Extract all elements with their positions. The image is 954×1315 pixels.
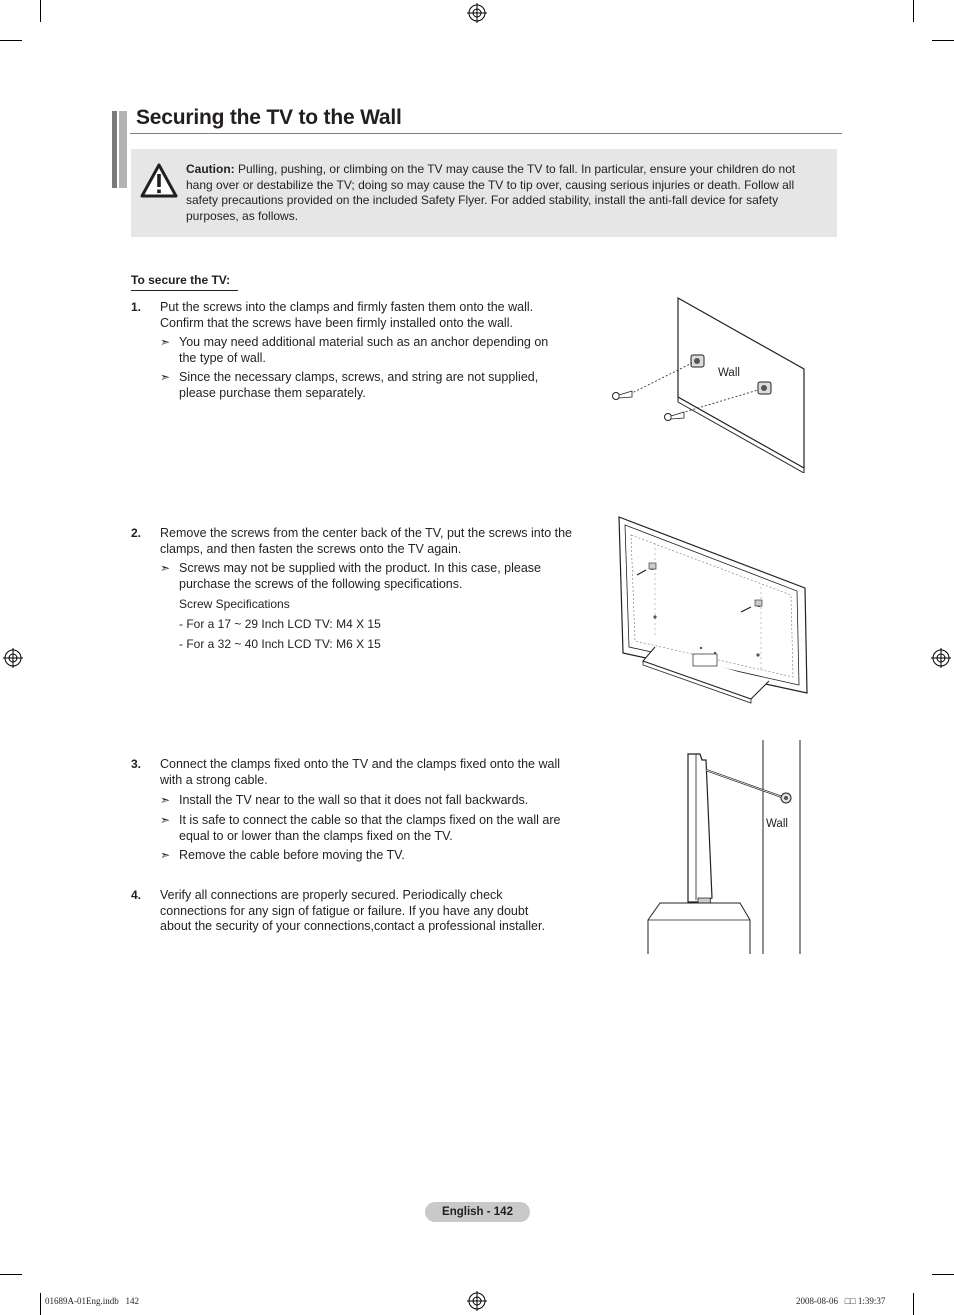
wall-clamp — [691, 355, 704, 367]
step-text: Verify all connections are properly secured. Periodically check connections for any sign of fatigue or failure. If you have any doubt about the security of your connections,contact a professional installer. — [160, 888, 545, 934]
registration-mark-icon — [467, 1291, 487, 1311]
step-text: Put the screws into the clamps and firmly fasten them onto the wall. Confirm that the screws have been firmly installed onto the wall. — [160, 300, 534, 330]
caution-text — [186, 162, 818, 224]
note-arrow-icon: ➣ — [160, 813, 171, 827]
crop-mark — [913, 1293, 914, 1315]
wall-label: Wall — [718, 367, 740, 379]
screw — [665, 412, 685, 421]
caution-label: Caution: — [186, 162, 235, 176]
note-text: Install the TV near to the wall so that it does not fall backwards. — [179, 793, 529, 807]
registration-mark-icon — [3, 648, 23, 668]
note-text: Screws may not be supplied with the product. In this case, please purchase the screws of the following specifications. — [179, 561, 541, 591]
step-number: 1. — [131, 300, 142, 314]
screw-spec-title: Screw Specifications — [179, 597, 290, 611]
note-text: It is safe to connect the cable so that the clamps fixed on the wall are equal to or lower than the clamps fixed on the TV. — [179, 813, 561, 843]
page-number-badge: English - 142 — [425, 1202, 530, 1222]
registration-mark-icon — [931, 648, 951, 668]
step-number: 4. — [131, 888, 142, 902]
page-title: Securing the TV to the Wall — [136, 106, 402, 129]
section-heading-underline — [131, 290, 238, 291]
warning-triangle-icon — [139, 162, 179, 200]
note-arrow-icon: ➣ — [160, 335, 171, 349]
step-text: Connect the clamps fixed onto the TV and the clamps fixed onto the wall with a strong cable. — [160, 757, 560, 787]
screw — [613, 391, 633, 400]
note-text: You may need additional material such as an anchor depending on the type of wall. — [179, 335, 549, 365]
imprint-file: 01689A-01Eng.indb 142 — [45, 1296, 139, 1306]
crop-mark — [932, 40, 954, 41]
note-text: Remove the cable before moving the TV. — [179, 848, 405, 862]
section-heading: To secure the TV: — [131, 273, 231, 287]
title-accent-bar — [119, 111, 127, 188]
imprint-timestamp: 2008-08-06 □□ 1:39:37 — [796, 1296, 886, 1306]
crop-mark — [0, 1274, 22, 1275]
screw-spec-item: - For a 32 ~ 40 Inch LCD TV: M6 X 15 — [179, 637, 381, 651]
wall-clamp-illustration — [606, 295, 810, 473]
note-arrow-icon: ➣ — [160, 793, 171, 807]
title-accent-bar — [112, 111, 117, 188]
registration-mark-icon — [467, 3, 487, 23]
crop-mark — [0, 40, 22, 41]
caution-body: Pulling, pushing, or climbing on the TV may cause the TV to fall. In particular, ensure your children do not hang over or destabilize the TV; doing so may cause the TV to tip over, causing serious injuries or death. Follow all safety precautions provided on the included Safety Flyer. For added stability, install the anti-fall device for safety purposes, as follows. — [186, 162, 796, 223]
note-text: Since the necessary clamps, screws, and string are not supplied, please purchase them separately. — [179, 370, 539, 400]
note-arrow-icon: ➣ — [160, 370, 171, 384]
title-divider — [130, 133, 842, 134]
crop-mark — [913, 0, 914, 22]
note-arrow-icon: ➣ — [160, 848, 171, 862]
tv-wall-side-illustration — [646, 740, 806, 956]
tv-back-illustration — [615, 513, 813, 707]
crop-mark — [40, 1293, 41, 1315]
step-number: 2. — [131, 526, 142, 540]
screw-spec-item: - For a 17 ~ 29 Inch LCD TV: M4 X 15 — [179, 617, 381, 631]
step-number: 3. — [131, 757, 142, 771]
wall-label: Wall — [766, 818, 788, 830]
wall-clamp — [758, 382, 771, 394]
step-text: Remove the screws from the center back of the TV, put the screws into the clamps, and then fasten the screws onto the TV again. — [160, 526, 573, 556]
note-arrow-icon: ➣ — [160, 561, 171, 575]
crop-mark — [932, 1274, 954, 1275]
crop-mark — [40, 0, 41, 22]
